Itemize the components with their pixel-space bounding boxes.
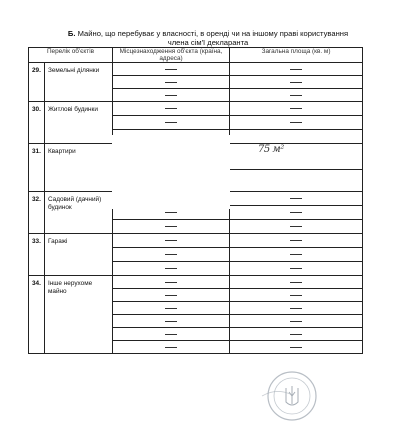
area-cell [230, 328, 363, 341]
row-number: 29. [29, 63, 45, 102]
section-heading [8, 29, 400, 38]
location-cell [113, 76, 230, 89]
row-name: Гаражі [45, 234, 113, 276]
location-cell [113, 276, 230, 289]
column-header-location: Місцезнаходження об'єкта (країна, адреса) [113, 48, 230, 63]
area-cell [230, 262, 363, 276]
empty-dash [165, 308, 177, 309]
row-name: Квартири [45, 144, 113, 192]
location-cell [113, 234, 230, 248]
location-cell [113, 220, 230, 234]
location-cell [113, 328, 230, 341]
empty-dash [165, 321, 177, 322]
row-name: Земельні ділянки [45, 63, 113, 102]
section-letter: Б. [67, 29, 76, 38]
section-title-line-1: Майно, що перебуває у власності, в оренді чи на іншому праві користування [77, 29, 349, 38]
handwritten-area: 75 м² [258, 144, 284, 155]
empty-dash [290, 122, 302, 123]
empty-dash [290, 240, 302, 241]
empty-dash [165, 282, 177, 283]
empty-dash [290, 295, 302, 296]
official-seal-icon [256, 366, 324, 422]
section-title-line-2: члена сім'ї декларанта [167, 38, 249, 47]
area-cell [230, 234, 363, 248]
empty-dash [290, 69, 302, 70]
empty-dash [165, 240, 177, 241]
empty-dash [290, 95, 302, 96]
location-cell [113, 102, 230, 116]
empty-dash [290, 321, 302, 322]
area-cell [230, 144, 363, 170]
row-number: 32. [29, 192, 45, 234]
redaction-block [112, 135, 230, 209]
empty-dash [290, 198, 302, 199]
table-row [29, 63, 363, 76]
empty-dash [165, 347, 177, 348]
location-cell [113, 89, 230, 102]
empty-dash [290, 108, 302, 109]
empty-dash [290, 268, 302, 269]
empty-dash [165, 95, 177, 96]
area-cell [230, 102, 363, 116]
area-cell [230, 315, 363, 328]
row-name: Садовий (дачний) будинок [45, 192, 113, 234]
location-cell [113, 315, 230, 328]
location-cell [113, 63, 230, 76]
location-cell [113, 248, 230, 262]
row-number: 31. [29, 144, 45, 192]
table-header-row [29, 48, 363, 63]
empty-dash [165, 295, 177, 296]
location-cell [113, 302, 230, 315]
row-name: Інше нерухоме майно [45, 276, 113, 354]
empty-dash [290, 254, 302, 255]
table-row [29, 102, 363, 116]
area-cell [230, 192, 363, 206]
row-name: Житлові будинки [45, 102, 113, 144]
area-cell [230, 63, 363, 76]
location-cell [113, 116, 230, 130]
area-cell [230, 206, 363, 220]
empty-dash [165, 82, 177, 83]
empty-dash [290, 347, 302, 348]
empty-dash [165, 268, 177, 269]
empty-dash [165, 254, 177, 255]
area-cell [230, 89, 363, 102]
empty-dash [290, 282, 302, 283]
empty-dash [165, 108, 177, 109]
empty-dash [165, 226, 177, 227]
empty-dash [290, 82, 302, 83]
location-cell [113, 289, 230, 302]
empty-dash [165, 122, 177, 123]
table-row [29, 234, 363, 248]
empty-dash [290, 334, 302, 335]
area-cell [230, 170, 363, 192]
area-cell [230, 130, 363, 144]
area-cell [230, 76, 363, 89]
area-cell [230, 341, 363, 354]
area-cell [230, 220, 363, 234]
area-cell [230, 276, 363, 289]
location-cell [113, 341, 230, 354]
empty-dash [165, 212, 177, 213]
location-cell [113, 262, 230, 276]
area-cell [230, 302, 363, 315]
column-header-object: Перелік об'єктів [29, 48, 113, 63]
column-header-area: Загальна площа (кв. м) [230, 48, 363, 63]
empty-dash [290, 308, 302, 309]
area-cell [230, 289, 363, 302]
row-number: 33. [29, 234, 45, 276]
area-cell [230, 116, 363, 130]
empty-dash [290, 226, 302, 227]
row-number: 34. [29, 276, 45, 354]
empty-dash [290, 212, 302, 213]
empty-dash [165, 69, 177, 70]
row-number: 30. [29, 102, 45, 144]
area-cell [230, 248, 363, 262]
empty-dash [165, 334, 177, 335]
table-row [29, 276, 363, 289]
